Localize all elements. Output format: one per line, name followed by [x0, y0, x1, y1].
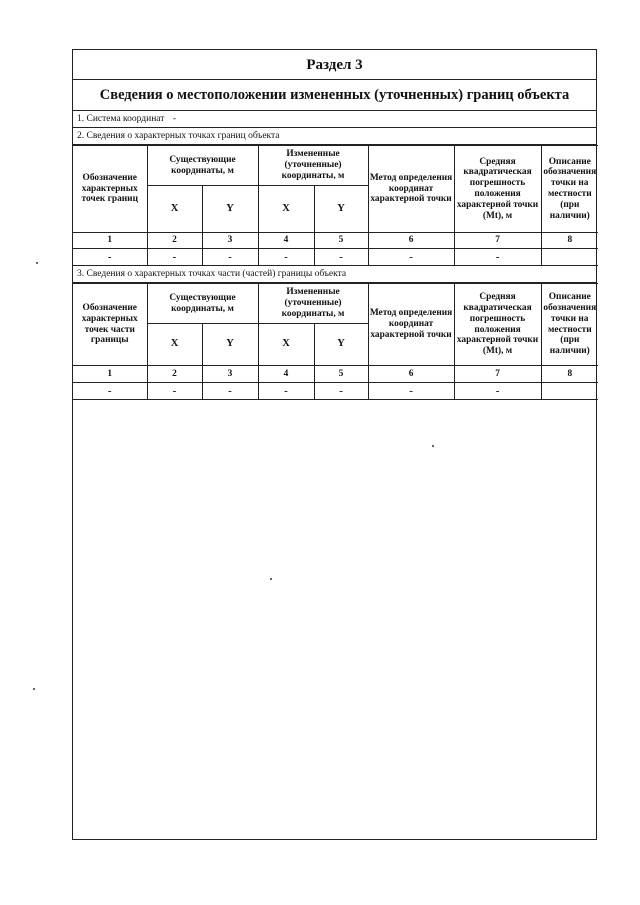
table1-number: 4 [258, 233, 314, 249]
table1-number: 3 [202, 233, 258, 249]
coord-system-value: - [172, 114, 176, 124]
table1-header-method: Метод определения координат характерной точки [368, 146, 454, 233]
table1-header-changed: Измененные (уточненные) координаты, м [258, 146, 368, 186]
table1-cell: - [454, 249, 541, 266]
table2-number: 5 [314, 366, 368, 383]
table1-cell: - [147, 249, 202, 266]
table2-cell: - [258, 383, 314, 400]
section-heading: Сведения о местоположении измененных (уточненных) границ объекта [73, 80, 596, 111]
table1-cell [541, 249, 598, 266]
table1-cell: - [73, 249, 147, 266]
table1-existing-y: Y [202, 186, 258, 233]
scan-speck [33, 688, 35, 690]
table1-number: 8 [541, 233, 598, 249]
table1-cell: - [368, 249, 454, 266]
table1-number: 2 [147, 233, 202, 249]
table2-number-row [73, 366, 598, 383]
table2-number: 7 [454, 366, 541, 383]
table2-cell: - [202, 383, 258, 400]
table2-existing-y: Y [202, 324, 258, 366]
table1-caption: 2. Сведения о характерных точках границ объекта [73, 128, 596, 145]
table1-header-description: Описание обозначения точки на местности (при наличии) [541, 146, 598, 233]
document-page [72, 49, 597, 840]
table1-number: 6 [368, 233, 454, 249]
table1-number-row [73, 233, 598, 249]
table2-data-row [73, 383, 598, 400]
table2-header-method: Метод определения координат характерной точки [368, 284, 454, 366]
table2-cell: - [147, 383, 202, 400]
table2-number: 3 [202, 366, 258, 383]
table2-number: 8 [541, 366, 598, 383]
table2-cell: - [454, 383, 541, 400]
table1-header-existing: Существующие координаты, м [147, 146, 258, 186]
table2-number: 4 [258, 366, 314, 383]
table1-cell: - [202, 249, 258, 266]
table2-changed-y: Y [314, 324, 368, 366]
table1-changed-x: X [258, 186, 314, 233]
table1-changed-y: Y [314, 186, 368, 233]
scan-speck [36, 262, 38, 264]
table2-cell: - [73, 383, 147, 400]
table2 [73, 283, 598, 400]
table2-cell: - [368, 383, 454, 400]
table2-number: 6 [368, 366, 454, 383]
scan-speck [432, 445, 434, 447]
table1-number: 7 [454, 233, 541, 249]
table2-header-existing: Существующие координаты, м [147, 284, 258, 324]
section-title: Раздел 3 [73, 50, 596, 80]
table1-header-error: Средняя квадратическая погрешность положения характерной точки (Mt), м [454, 146, 541, 233]
table1-existing-x: X [147, 186, 202, 233]
table2-header-error: Средняя квадратическая погрешность положения характерной точки (Mt), м [454, 284, 541, 366]
table1-data-row [73, 249, 598, 266]
scan-speck [270, 578, 272, 580]
table1-cell: - [258, 249, 314, 266]
table2-number: 1 [73, 366, 147, 383]
table2-header-changed: Измененные (уточненные) координаты, м [258, 284, 368, 324]
table2-changed-x: X [258, 324, 314, 366]
table2-number: 2 [147, 366, 202, 383]
table1-cell: - [314, 249, 368, 266]
table2-header-description: Описание обозначения точки на местности (при наличии) [541, 284, 598, 366]
coord-system-row [73, 111, 596, 128]
table1-number: 5 [314, 233, 368, 249]
table1 [73, 145, 598, 266]
table2-existing-x: X [147, 324, 202, 366]
coord-system-label: 1. Система координат [77, 114, 165, 124]
table2-header-point: Обозначение характерных точек части границы [73, 284, 147, 366]
table2-cell [541, 383, 598, 400]
table1-number: 1 [73, 233, 147, 249]
table2-caption: 3. Сведения о характерных точках части (частей) границы объекта [73, 266, 596, 283]
table1-header-point: Обозначение характерных точек границ [73, 146, 147, 233]
table2-cell: - [314, 383, 368, 400]
